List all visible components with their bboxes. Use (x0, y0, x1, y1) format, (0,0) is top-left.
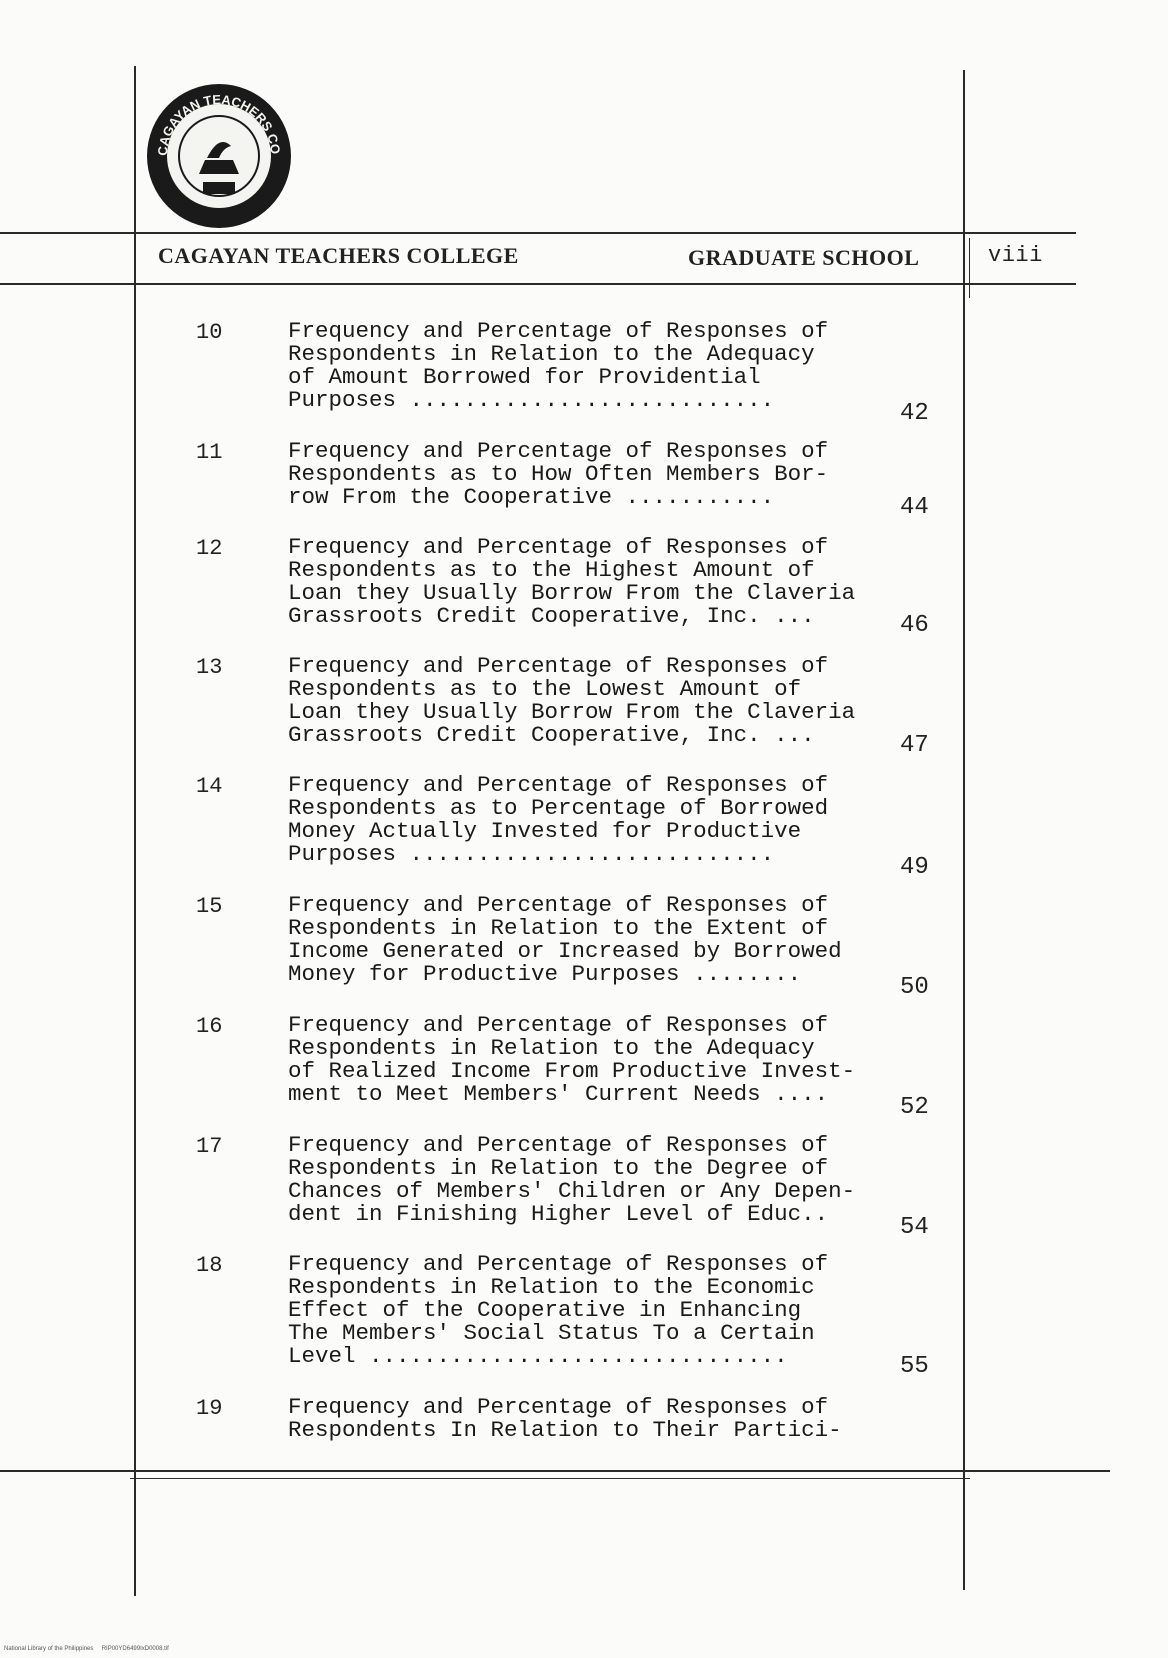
footer-second-rule (130, 1478, 970, 1479)
page-ref: 47 (900, 732, 929, 759)
graduate-school-label: GRADUATE SCHOOL (688, 245, 920, 270)
header-top-rule (0, 232, 1076, 234)
page-ref: 42 (900, 400, 929, 427)
table-number: 10 (196, 320, 223, 345)
table-number: 16 (196, 1014, 223, 1039)
page-ref: 49 (900, 854, 929, 881)
table-number: 13 (196, 655, 223, 680)
table-number: 11 (196, 440, 223, 465)
page-ref: 46 (900, 612, 929, 639)
table-title: Frequency and Percentage of Responses of Respondents in Relation to the Adequacy of Amount Borrowed for Providential Purposes ........................... (288, 318, 829, 413)
table-title: Frequency and Percentage of Responses of Respondents as to Percentage of Borrowed Money Actually Invested for Productive Purposes ........................... (288, 772, 829, 867)
footer-top-rule (0, 1470, 1110, 1472)
table-title: Frequency and Percentage of Responses of Respondents in Relation to the Extent of Income Generated or Increased by Borrowed Money for Productive Purposes ........ (288, 892, 842, 987)
seal-text: CAGAYAN TEACHERS CO (154, 91, 284, 157)
page-ref: 44 (900, 494, 929, 521)
table-number: 19 (196, 1396, 223, 1421)
table-title: Frequency and Percentage of Responses of Respondents as to the Lowest Amount of Loan they Usually Borrow From the Claveria Grassroots Credit Cooperative, Inc. ... (288, 653, 856, 748)
table-title: Frequency and Percentage of Responses of Respondents in Relation to the Degree of Chances of Members' Children or Any Depen- dent in Finishing Higher Level of Educ.. (288, 1132, 856, 1227)
table-title: Frequency and Percentage of Responses of Respondents in Relation to the Adequacy of Realized Income From Productive Invest- ment to Meet Members' Current Needs .... (288, 1012, 856, 1107)
college-seal (145, 82, 293, 230)
table-title: Frequency and Percentage of Responses of Respondents as to How Often Members Bor- row From the Cooperative ........... (288, 438, 829, 510)
table-number: 18 (196, 1253, 223, 1278)
header-bottom-rule (0, 283, 1076, 285)
roman-page-number: viii (988, 243, 1043, 268)
table-number: 14 (196, 774, 223, 799)
page-ref: 50 (900, 974, 929, 1001)
table-title: Frequency and Percentage of Responses of Respondents as to the Highest Amount of Loan they Usually Borrow From the Claveria Grassroots Credit Cooperative, Inc. ... (288, 534, 856, 629)
table-title: Frequency and Percentage of Responses of Respondents In Relation to Their Partici- (288, 1394, 842, 1443)
right-inner-line (969, 238, 970, 298)
college-name: CAGAYAN TEACHERS COLLEGE (158, 243, 519, 268)
left-border-line (134, 66, 136, 1596)
table-number: 12 (196, 536, 223, 561)
right-border-line (963, 70, 965, 1590)
table-number: 17 (196, 1134, 223, 1159)
page-ref: 52 (900, 1094, 929, 1121)
page-ref: 55 (900, 1353, 929, 1380)
table-number: 15 (196, 894, 223, 919)
page-ref: 54 (900, 1214, 929, 1241)
table-title: Frequency and Percentage of Responses of Respondents in Relation to the Economic Effect of the Cooperative in Enhancing The Members' Social Status To a Certain Level ............................... (288, 1251, 829, 1369)
scan-footer: National Library of the Philippines RIP00YD6499IxD0008.tif (4, 1646, 169, 1652)
